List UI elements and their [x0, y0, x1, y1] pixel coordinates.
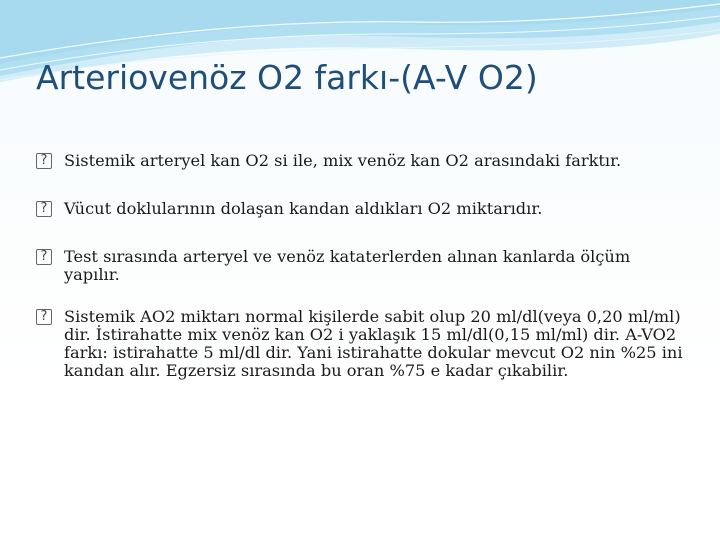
unknown-glyph-icon: ? — [36, 309, 52, 325]
bullet-text: Sistemik AO2 miktarı normal kişilerde sabit olup 20 ml/dl(veya 0,20 ml/ml) dir. İstirahatte mix venöz kan O2 i yaklaşık 15 ml/dl(0,15 ml/ml) dir. A-VO2 farkı: istirahatte 5 ml/dl dir. Yani istirahatte dokular mevcut O2 nin %25 ini kandan alır. Egzersiz sırasında bu oran %75 e kadar çıkabilir. — [64, 307, 683, 380]
bullet-item-4 — [36, 308, 686, 380]
slide-title: Arteriovenöz O2 farkı-(A-V O2) — [36, 58, 538, 97]
unknown-glyph-icon: ? — [36, 201, 52, 217]
unknown-glyph-icon: ? — [36, 153, 52, 169]
bullet-item-3 — [36, 248, 686, 284]
bullet-item-2 — [36, 200, 686, 218]
unknown-glyph-icon: ? — [36, 249, 52, 265]
bullet-text: Sistemik arteryel kan O2 si ile, mix venöz kan O2 arasındaki farktır. — [64, 151, 622, 170]
bullet-list — [36, 152, 686, 410]
bullet-text: Test sırasında arteryel ve venöz kataterlerden alınan kanlarda ölçüm yapılır. — [64, 247, 631, 284]
bullet-item-1 — [36, 152, 686, 170]
bullet-text: Vücut doklularının dolaşan kandan aldıkları O2 miktarıdır. — [64, 199, 543, 218]
